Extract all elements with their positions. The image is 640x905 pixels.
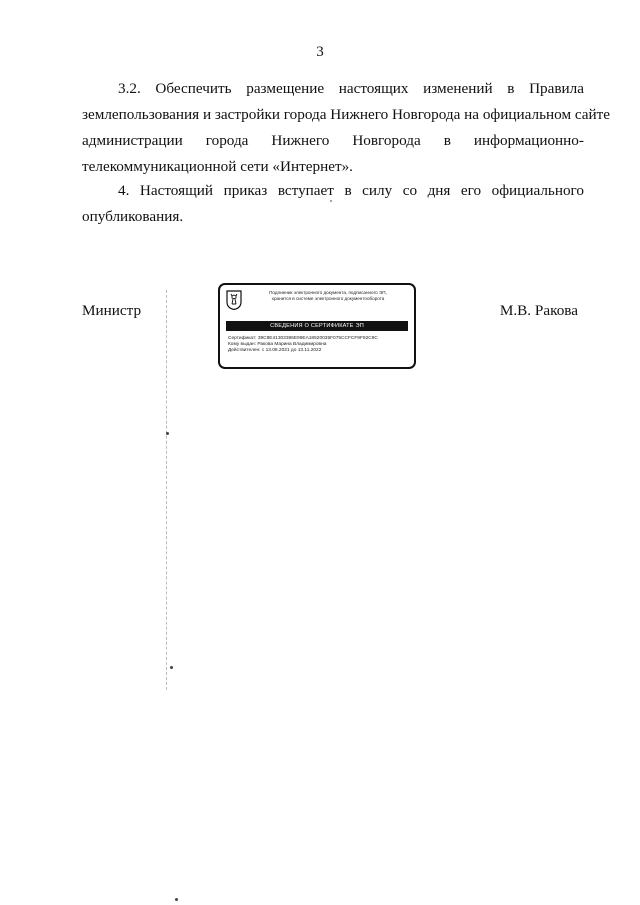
stamp-banner: СВЕДЕНИЯ О СЕРТИФИКАТЕ ЭП [226, 321, 408, 331]
word: в [344, 182, 352, 199]
certificate-number: Сертификат: 39C8E41303386E99EA18520035F075CCFCF9F92C9C [228, 336, 378, 341]
word: города [205, 132, 249, 149]
stamp-details [228, 336, 408, 355]
word: силу [362, 182, 393, 199]
page-number: 3 [316, 44, 324, 60]
stamp-header [248, 290, 408, 302]
paragraph-line: телекоммуникационной сети «Интернет». [82, 158, 353, 175]
word: Нижнего [271, 132, 330, 149]
signer-name: М.В. Ракова [499, 302, 578, 319]
scan-artifact-dot [175, 898, 178, 901]
word: настоящих [338, 80, 409, 97]
word: официального [491, 182, 584, 199]
word: вступает [277, 182, 334, 199]
word: администрации [82, 132, 183, 149]
word: 4. [118, 182, 130, 199]
stamp-header-line: Подлинник электронного документа, подписанного ЭП, [269, 290, 387, 295]
paragraph-4 [82, 178, 584, 230]
word: Обеспечить [155, 80, 232, 97]
word: в [507, 80, 515, 97]
scan-artifact-dot [170, 666, 173, 669]
word: 3.2. [118, 80, 141, 97]
paragraph-line [82, 178, 584, 204]
deer-emblem-icon [226, 290, 242, 310]
word: размещение [246, 80, 325, 97]
paragraph-line: опубликования. [82, 208, 184, 225]
signer-title: Министр [82, 302, 142, 319]
stamp-header-line: хранится в системе электронного документооборота [271, 296, 385, 301]
word: дня [427, 182, 451, 199]
word: приказ [223, 182, 268, 199]
certificate-owner: Кому выдан: Ракова Марина Владимировна [228, 342, 327, 348]
word: Новгорода [352, 132, 421, 149]
paragraph-line [82, 128, 584, 154]
scan-artifact-dot [330, 200, 332, 202]
electronic-signature-stamp [218, 283, 416, 369]
paragraph-line: землепользования и застройки города Нижнего Новгорода на официальном сайте [82, 106, 611, 123]
scan-artifact-dot [166, 432, 169, 435]
word: со [402, 182, 418, 199]
word: Правила [529, 80, 584, 97]
word: в [443, 132, 451, 149]
word: информационно- [473, 132, 584, 149]
paragraph-3-2 [82, 76, 611, 180]
word: Настоящий [139, 182, 214, 199]
certificate-validity: Действителен: с 13.08.2021 до 13.11.2022 [228, 348, 322, 354]
word: изменений [423, 80, 493, 97]
word: его [460, 182, 482, 199]
scan-artifact-line [166, 290, 167, 690]
paragraph-line [82, 76, 584, 102]
